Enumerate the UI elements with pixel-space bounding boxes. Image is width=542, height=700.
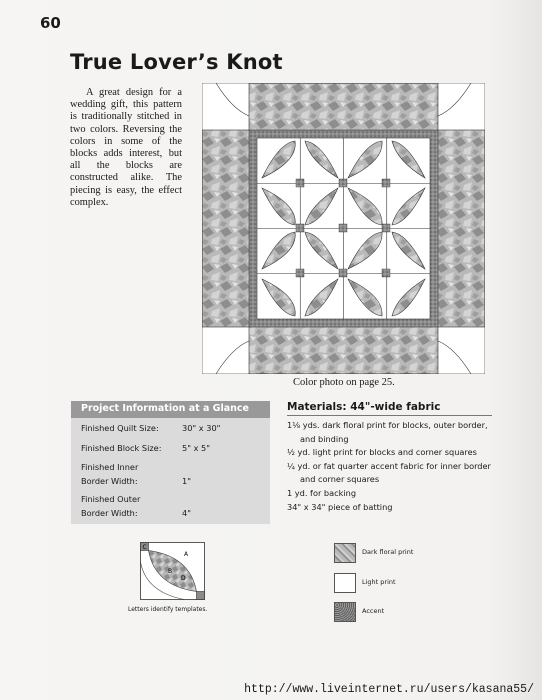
materials-item: 1 yd. for backing	[287, 487, 357, 498]
template-letter-b: B	[168, 568, 173, 575]
block-diagram-caption: Letters identify templates.	[128, 606, 208, 613]
info-label: Border Width:	[81, 476, 138, 486]
info-value: 1"	[182, 476, 191, 486]
info-label: Finished Quilt Size:	[81, 423, 159, 433]
legend-label: Light print	[362, 578, 396, 586]
info-label: Finished Block Size:	[81, 443, 162, 453]
materials-heading: Materials: 44"-wide fabric	[287, 401, 492, 416]
intro-paragraph: A great design for a wedding gift, this pattern is traditionally stitched in two colors. Reversing the colors in some of the blocks adds interest, but all the blocks are constructed alike. The piecing is easy, the effect complex.	[70, 87, 182, 208]
template-letter-c: C	[142, 544, 147, 551]
materials-section	[287, 401, 492, 514]
legend-label: Dark floral print	[362, 548, 414, 556]
materials-item: 34" x 34" piece of batting	[287, 501, 393, 512]
info-value: 30" x 30"	[182, 423, 221, 433]
photo-caption: Color photo on page 25.	[293, 377, 395, 388]
swatch-light	[334, 573, 356, 593]
page-title: True Lover’s Knot	[70, 50, 283, 74]
block-template-diagram	[140, 542, 205, 600]
legend-label: Accent	[362, 607, 385, 615]
materials-item: 1⅛ yds. dark floral print for blocks, outer border, and binding	[287, 420, 488, 444]
swatch-dark-floral	[334, 543, 356, 563]
swatch-accent	[334, 602, 356, 622]
info-value: 5" x 5"	[182, 443, 211, 453]
template-letter-a: A	[184, 551, 189, 558]
materials-item: ¼ yd. or fat quarter accent fabric for inner border and corner squares	[287, 460, 491, 485]
watermark-url: http://www.liveinternet.ru/users/kasana55/	[244, 683, 534, 696]
info-label: Finished Outer	[81, 494, 141, 504]
info-label: Border Width:	[81, 508, 138, 518]
quilt-diagram	[202, 83, 485, 374]
materials-item: ½ yd. light print for blocks and corner squares	[287, 447, 477, 458]
materials-list	[287, 419, 492, 514]
project-info-box	[71, 401, 270, 524]
info-label: Finished Inner	[81, 462, 139, 472]
page-number: 60	[40, 14, 61, 32]
info-value: 4"	[182, 508, 191, 518]
project-info-heading: Project Information at a Glance	[71, 401, 270, 418]
template-letter-d: D	[181, 575, 186, 582]
